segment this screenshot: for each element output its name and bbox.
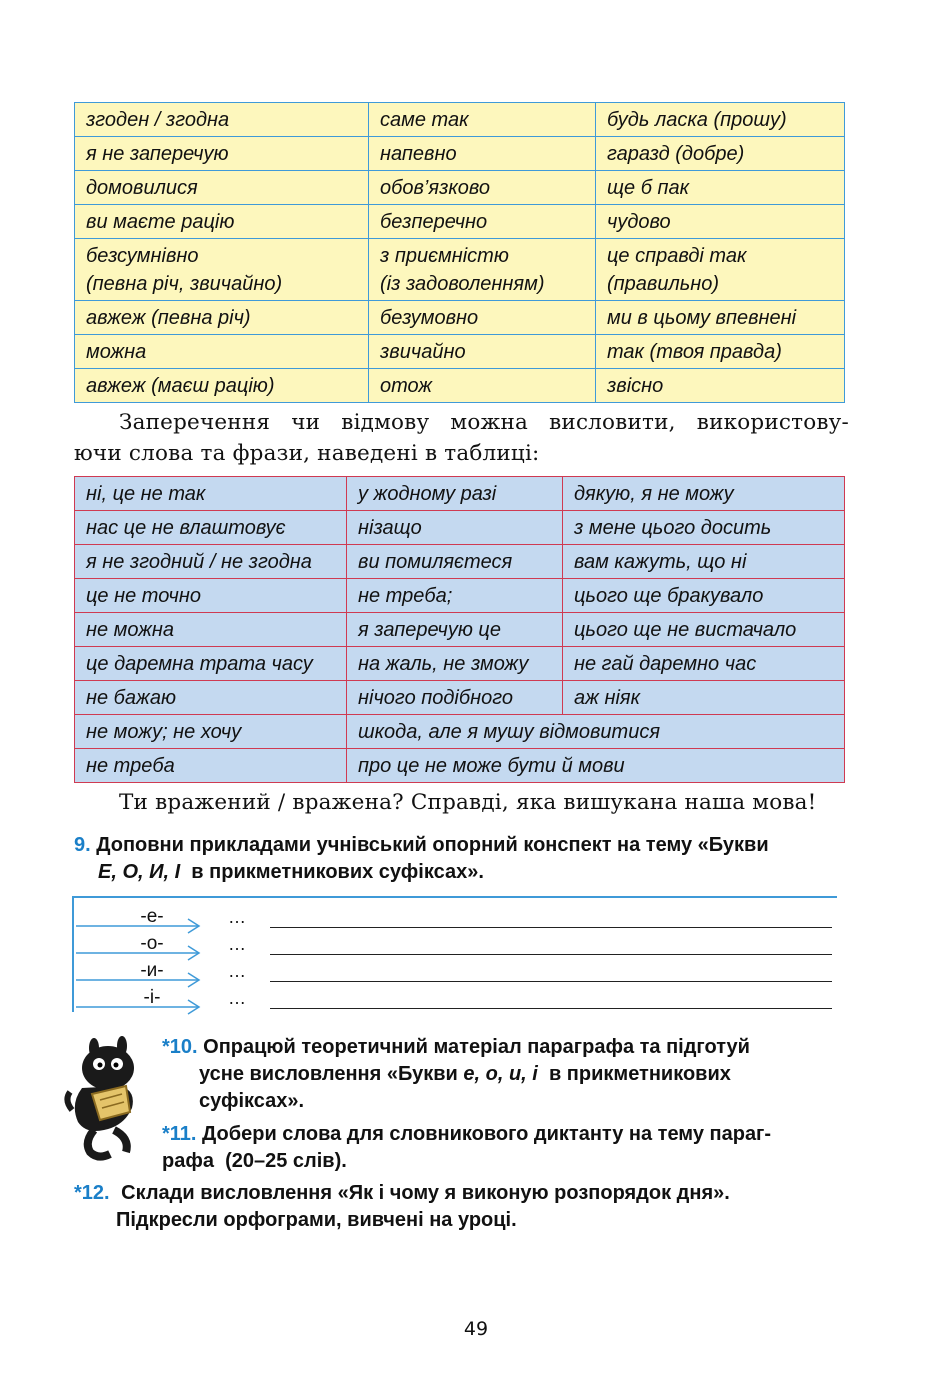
table-cell: [347, 613, 563, 647]
table-cell: [347, 749, 845, 783]
cell-text: я заперечую це: [358, 619, 501, 641]
scheme-row: [72, 987, 842, 1013]
task-number: *11.: [162, 1123, 197, 1145]
table-cell: [75, 545, 347, 579]
table-cell: [596, 103, 845, 137]
task-text: в прикметникових суфіксах».: [180, 861, 484, 883]
cell-text: не можна: [86, 619, 174, 641]
table-row: [75, 511, 845, 545]
cell-text: гаразд (добре): [607, 143, 745, 165]
table-row: [75, 137, 845, 171]
cell-text: ви маєте рацію: [86, 211, 235, 233]
cell-text: цього ще бракувало: [574, 585, 764, 607]
scheme-row: [72, 906, 842, 932]
suffix-scheme: [72, 896, 842, 1016]
cell-text: це даремна трата часу: [86, 653, 313, 675]
ellipsis: …: [228, 934, 246, 954]
table-cell: [75, 239, 369, 301]
cell-text: ми в цьому впевнені: [607, 307, 797, 329]
closing-remark: Ти вражений / вражена? Справді, яка вишукана наша мова!: [119, 790, 817, 815]
table-cell: [75, 715, 347, 749]
table-cell: [596, 171, 845, 205]
cartoon-character-icon: [64, 1034, 154, 1162]
table-cell: [596, 301, 845, 335]
task-text: в прикметникових: [537, 1063, 731, 1085]
table-cell: [563, 511, 845, 545]
denial-intro-paragraph: [74, 407, 849, 469]
table-row: [75, 647, 845, 681]
cell-text: нічого подібного: [358, 687, 514, 709]
cell-text: чудово: [607, 211, 671, 233]
letters-emphasis: Е, О, И, І: [98, 861, 181, 883]
suffix-label: -о-: [140, 933, 164, 954]
table-cell: [369, 171, 596, 205]
answer-blank-line: [270, 954, 832, 955]
paragraph-line: ючи слова та фрази, наведені в таблиці:: [74, 441, 540, 466]
table-cell: [75, 749, 347, 783]
task-number: *10.: [162, 1036, 198, 1058]
cell-text: у жодному разі: [358, 483, 497, 505]
table-row: [75, 613, 845, 647]
table-cell: [596, 369, 845, 403]
table-cell: [75, 681, 347, 715]
task-number: 9.: [74, 834, 91, 856]
denial-phrases-table: [74, 476, 845, 783]
table-row: [75, 749, 845, 783]
task-number: *12.: [74, 1182, 110, 1204]
suffix-label: -і-: [143, 987, 161, 1008]
cell-text: отож: [380, 375, 433, 397]
cell-text: не треба;: [358, 585, 453, 607]
table-cell: [75, 613, 347, 647]
table-cell: [563, 545, 845, 579]
scheme-row: [72, 933, 842, 959]
table-cell: [347, 477, 563, 511]
task-text: усне висловлення «Букви: [199, 1063, 464, 1085]
table-row: [75, 369, 845, 403]
cell-text: шкода, але я мушу відмовитися: [358, 721, 661, 743]
table-cell: [563, 613, 845, 647]
cell-text: безсумнівно: [86, 245, 199, 267]
task-10: [162, 1034, 842, 1115]
answer-blank-line: [270, 981, 832, 982]
table-cell: [75, 477, 347, 511]
cell-text: домовилися: [86, 177, 198, 199]
table-cell: [369, 335, 596, 369]
table-cell: [369, 137, 596, 171]
cell-text: напевно: [380, 143, 457, 165]
table-cell: [347, 715, 845, 749]
cell-text: ще б пак: [607, 177, 690, 199]
table-cell: [75, 579, 347, 613]
table-cell: [75, 647, 347, 681]
cell-text: звісно: [607, 375, 664, 397]
table-row: [75, 239, 845, 301]
cell-text: звичайно: [380, 341, 466, 363]
table-cell: [75, 369, 369, 403]
cell-text: з приємністю: [380, 245, 509, 267]
table-row: [75, 545, 845, 579]
table-cell: [369, 205, 596, 239]
cell-text: (правильно): [607, 273, 720, 295]
table-cell: [563, 477, 845, 511]
table-cell: [563, 681, 845, 715]
task-text: рафа (20–25 слів).: [162, 1150, 347, 1172]
table-row: [75, 335, 845, 369]
cell-text: не бажаю: [86, 687, 176, 709]
cell-text: обов’язково: [380, 177, 491, 199]
table-row: [75, 477, 845, 511]
table-cell: [369, 239, 596, 301]
table-cell: [563, 647, 845, 681]
table-cell: [596, 335, 845, 369]
cell-text: не гай даремно час: [574, 653, 757, 675]
table-cell: [596, 205, 845, 239]
table-cell: [75, 301, 369, 335]
task-11: [162, 1121, 852, 1175]
table-cell: [347, 681, 563, 715]
cell-text: цього ще не вистачало: [574, 619, 797, 641]
table-row: [75, 579, 845, 613]
cell-text: це не точно: [86, 585, 201, 607]
ellipsis: …: [228, 907, 246, 927]
cell-text: авжеж (певна річ): [86, 307, 251, 329]
task-text-line2: [162, 1061, 842, 1088]
cell-text: безумовно: [380, 307, 479, 329]
cell-text: можна: [86, 341, 147, 363]
table-cell: [347, 579, 563, 613]
table-cell: [369, 301, 596, 335]
cell-text: (певна річ, звичайно): [86, 273, 283, 295]
cell-text: безперечно: [380, 211, 488, 233]
ellipsis: …: [228, 988, 246, 1008]
table-cell: [75, 205, 369, 239]
cell-text: згоден / згодна: [86, 109, 230, 131]
cell-text: авжеж (маєш рацію): [86, 375, 275, 397]
table-row: [75, 171, 845, 205]
table-row: [75, 301, 845, 335]
page-number: 49: [463, 1318, 489, 1340]
scheme-row: [72, 960, 842, 986]
cell-text: вам кажуть, що ні: [574, 551, 747, 573]
table-row: [75, 103, 845, 137]
cell-text: будь ласка (прошу): [607, 109, 787, 131]
table-cell: [596, 239, 845, 301]
suffix-label: -и-: [140, 960, 164, 981]
cell-text: я не заперечую: [86, 143, 229, 165]
task-text: суфіксах».: [199, 1090, 305, 1112]
task-9: [74, 832, 864, 886]
table-cell: [75, 171, 369, 205]
letters-emphasis: е, о, и, і: [463, 1063, 538, 1085]
task-text: Добери слова для словникового диктанту на тему параг-: [202, 1123, 772, 1145]
agreement-phrases-table: [74, 102, 845, 403]
answer-blank-line: [270, 927, 832, 928]
table-cell: [75, 511, 347, 545]
cell-text: (із задоволенням): [380, 273, 545, 295]
cell-text: на жаль, не зможу: [358, 653, 529, 675]
table-row: [75, 205, 845, 239]
task-text: Опрацюй теоретичний матеріал параграфа та підготуй: [203, 1036, 750, 1058]
cell-text: не треба: [86, 755, 175, 777]
cell-text: не можу; не хочу: [86, 721, 242, 743]
cell-text: нас це не влаштовує: [86, 517, 286, 539]
table-cell: [75, 137, 369, 171]
cell-text: так (твоя правда): [607, 341, 782, 363]
table-cell: [75, 103, 369, 137]
table-cell: [347, 511, 563, 545]
cell-text: я не згодний / не згодна: [86, 551, 312, 573]
cell-text: ви помиляєтеся: [358, 551, 513, 573]
cell-text: саме так: [380, 109, 469, 131]
cell-text: про це не може бути й мови: [358, 755, 625, 777]
task-text-line2: [74, 859, 864, 886]
cell-text: нізащо: [358, 517, 422, 539]
suffix-label: -е-: [140, 906, 164, 927]
task-text: Склади висловлення «Як і чому я виконую розпорядок дня».: [121, 1182, 730, 1204]
scheme-top-border: [72, 896, 837, 898]
task-12: [74, 1180, 854, 1234]
table-cell: [369, 369, 596, 403]
table-cell: [347, 647, 563, 681]
table-cell: [369, 103, 596, 137]
cell-text: з мене цього досить: [574, 517, 772, 539]
task-text: Підкресли орфограми, вивчені на уроці.: [116, 1209, 517, 1231]
cell-text: це справді так: [607, 245, 747, 267]
ellipsis: …: [228, 961, 246, 981]
cell-text: аж ніяк: [574, 687, 641, 709]
answer-blank-line: [270, 1008, 832, 1009]
table-row: [75, 681, 845, 715]
cell-text: дякую, я не можу: [574, 483, 734, 505]
task-text: Доповни прикладами учнівський опорний конспект на тему «Букви: [96, 834, 769, 856]
table-cell: [563, 579, 845, 613]
table-cell: [75, 335, 369, 369]
table-cell: [347, 545, 563, 579]
table-cell: [596, 137, 845, 171]
table-row: [75, 715, 845, 749]
cell-text: ні, це не так: [86, 483, 206, 505]
paragraph-line: Заперечення чи відмову можна висловити, використову-: [119, 410, 849, 435]
